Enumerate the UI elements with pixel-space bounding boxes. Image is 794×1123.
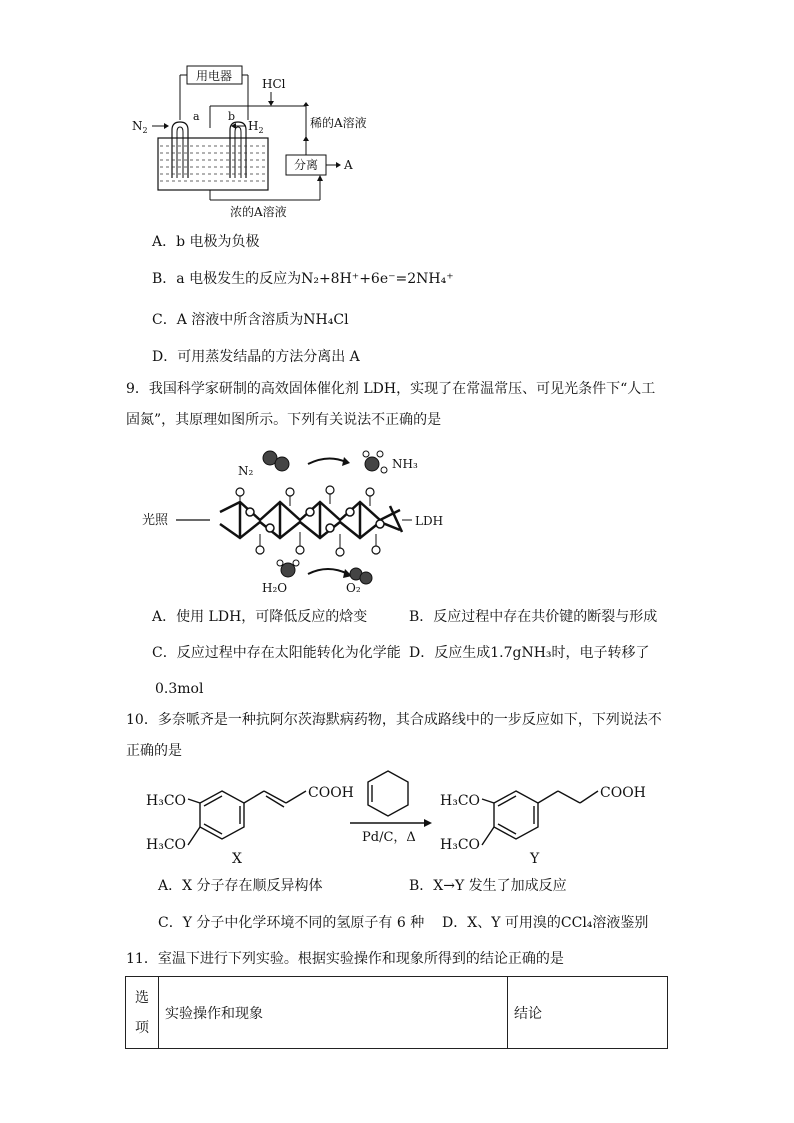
- q10-stem-line1: 10．多奈哌齐是一种抗阿尔茨海默病药物，其合成路线中的一步反应如下，下列说法不: [126, 712, 662, 728]
- q10-option-a: A．X 分子存在顺反异构体: [158, 878, 323, 894]
- o2-molecule-label: O₂: [346, 581, 361, 595]
- n2-molecule-label: N₂: [238, 464, 254, 478]
- electrode-a-label: a: [193, 110, 200, 123]
- q10-stem-line2: 正确的是: [126, 743, 182, 759]
- y-label: Y: [530, 851, 540, 867]
- header-procedure: 实验操作和现象: [159, 977, 508, 1049]
- y-methoxy-bottom: H₃CO: [440, 837, 481, 853]
- nh3-molecule-label: NH₃: [392, 457, 418, 471]
- q9-option-d-suffix: 时，电子转移了: [551, 645, 650, 661]
- ldh-catalyst-figure: [140, 440, 460, 600]
- hcl-label: HCl: [262, 77, 286, 91]
- product-label: A: [344, 158, 353, 172]
- table-header-row: [126, 977, 668, 1049]
- q9-option-d: [409, 643, 650, 663]
- q9-stem-line1: 9．我国科学家研制的高效固体催化剂 LDH，实现了在常温常压、可见光条件下“人工: [126, 381, 656, 397]
- q8-option-d: D．可用蒸发结晶的方法分离出 A: [152, 349, 360, 365]
- q8-option-c-formula: NH₄Cl: [303, 312, 349, 328]
- q9-option-b: B．反应过程中存在共价键的断裂与形成: [409, 609, 658, 625]
- q10-option-b: B．X→Y 发生了加成反应: [409, 878, 567, 894]
- q9-option-d-continued: 0.3mol: [155, 681, 204, 697]
- conc-label: 浓的A溶液: [230, 205, 287, 219]
- device-label: 用电器: [195, 69, 233, 83]
- h2-label: $H_2$: [248, 119, 264, 135]
- q11-stem: 11．室温下进行下列实验。根据实验操作和现象所得到的结论正确的是: [126, 951, 564, 967]
- x-methoxy-top: H₃CO: [146, 793, 187, 809]
- y-carboxyl: COOH: [600, 785, 646, 801]
- q8-option-b: [152, 269, 454, 289]
- q9-option-c: C．反应过程中存在太阳能转化为化学能: [152, 645, 401, 661]
- header-option-line1: 选: [135, 989, 149, 1006]
- header-option: [126, 977, 159, 1049]
- n2-label: $N_2$: [132, 119, 148, 135]
- q11-table: [125, 976, 668, 1049]
- q10-option-d: [442, 913, 648, 933]
- x-label: X: [232, 851, 242, 867]
- q9-option-a: A．使用 LDH，可降低反应的焓变: [152, 609, 368, 625]
- x-carboxyl: COOH: [308, 785, 354, 801]
- header-conclusion: 结论: [508, 977, 668, 1049]
- q10-option-c: C．Y 分子中化学环境不同的氢原子有 6 种: [158, 915, 425, 931]
- fuel-cell-diagram: [120, 60, 380, 225]
- q9-option-d-text: D．反应生成: [409, 645, 491, 661]
- separate-label: 分离: [293, 158, 319, 172]
- q10-option-d-suffix: 溶液鉴别: [592, 915, 649, 931]
- dilute-label: 稀的A溶液: [310, 116, 367, 130]
- q8-option-c: [152, 310, 349, 330]
- x-methoxy-bottom: H₃CO: [146, 837, 187, 853]
- h2o-molecule-label: H₂O: [262, 581, 288, 595]
- q10-option-d-formula: CCl₄: [560, 915, 593, 931]
- q8-option-b-formula: N₂+8H⁺+6e⁻=2NH₄⁺: [301, 271, 454, 287]
- q9-stem-line2: 固氮”，其原理如图所示。下列有关说法不正确的是: [126, 412, 442, 428]
- reaction-scheme: [140, 765, 660, 875]
- header-option-line2: 项: [135, 1019, 149, 1036]
- q8-option-c-text: C．A 溶液中所含溶质为: [152, 312, 304, 328]
- reaction-condition: Pd/C，Δ: [362, 830, 416, 845]
- q9-option-d-formula: 1.7gNH₃: [490, 645, 552, 661]
- q10-option-d-text: D．X、Y 可用溴的: [442, 915, 561, 931]
- electrode-b-label: b: [228, 110, 236, 123]
- light-label: 光照: [142, 513, 169, 528]
- ldh-label: LDH: [415, 514, 444, 528]
- q8-option-a: A．b 电极为负极: [152, 234, 260, 250]
- q8-option-b-text: B．a 电极发生的反应为: [152, 271, 302, 287]
- y-methoxy-top: H₃CO: [440, 793, 481, 809]
